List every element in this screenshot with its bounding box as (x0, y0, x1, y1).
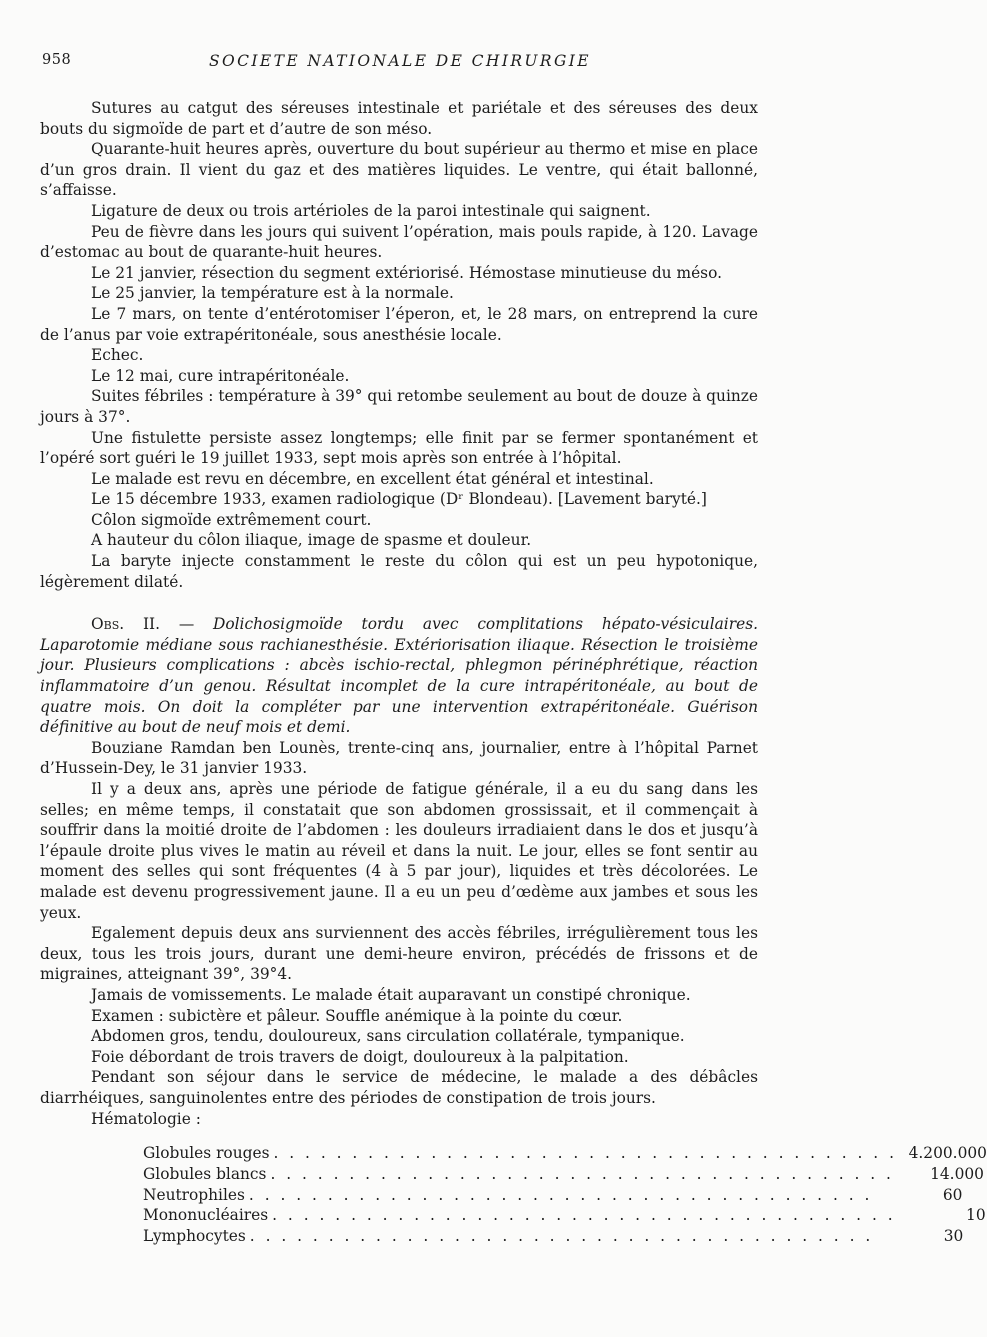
leader-dots: . . . . . . . . . . . . . . . . . . . . . . . . . . . . . . . . . . . . . . . . (270, 1164, 894, 1183)
hematology-value: 30 (943, 1227, 964, 1246)
paragraph: Examen : subictère et pâleur. Souffle anémique à la pointe du cœur. (91, 1006, 623, 1025)
hematology-row (143, 1143, 987, 1164)
paragraph: Il y a deux ans, après une période de fatigue générale, il a eu du sang dans les selles; en même temps, il constatait que son abdomen grossissait, et il commençait à souffrir dans la moitié droite de l’abdomen : les douleurs irradiaient dans le dos et jusqu’à l’épaule droite plus vives le matin au réveil et dans la nuit. Le jour, elles se font sentir au moment des selles qui sont fréquentes (4 à 5 par jour), liquides et très décolorées. Le malade est devenu progressivement jaune. Il a eu un peu d’œdème aux jambes et sous les yeux. (40, 780, 758, 922)
hematology-label: Mononucléaires (143, 1206, 269, 1225)
paragraph: La baryte injecte constamment le reste du côlon qui est un peu hypotonique, légèrement dilaté. (40, 552, 758, 591)
hematology-value: 4.200.000 (908, 1144, 987, 1163)
paragraph: Peu de fièvre dans les jours qui suivent l’opération, mais pouls rapide, à 120. Lavage d’estomac au bout de quarante-huit heures. (40, 222, 758, 262)
paragraph: Quarante-huit heures après, ouverture du bout supérieur au thermo et mise en place d’un gros drain. Il vient du gaz et des matières liquides. Le ventre, qui était ballonné, s’affaisse. (40, 140, 758, 200)
paragraph: Le malade est revu en décembre, en excellent état général et intestinal. (91, 469, 654, 488)
hematology-row (143, 1185, 963, 1206)
paragraph: Une fistulette persiste assez longtemps; elle finit par se fermer spontanément et l’opéré sort guéri le 19 juillet 1933, sept mois après son entrée à l’hôpital. (40, 428, 758, 468)
leader-dots: . . . . . . . . . . . . . . . . . . . . . . . . . . . . . . . . . . . . . . . . (248, 1185, 873, 1204)
paragraph: Suites fébriles : température à 39° qui retombe seulement au bout de douze à quinze jours à 37°. (40, 387, 758, 426)
hematology-label: Lymphocytes (143, 1227, 246, 1246)
paragraph: Egalement depuis deux ans surviennent des accès fébriles, irrégulièrement tous les deux, tous les trois jours, durant une demi-heure environ, précédés de frissons et de migraines, atteignant 39°, 39°4. (40, 924, 758, 984)
paragraph: Le 7 mars, on tente d’entérotomiser l’éperon, et, le 28 mars, on entreprend la cure de l’anus par voie extrapéritonéale, sous anesthésie locale. (40, 304, 758, 344)
paragraph: Le 25 janvier, la température est à la normale. (91, 284, 454, 303)
paragraph: Abdomen gros, tendu, douloureux, sans circulation collatérale, tympanique. (91, 1027, 685, 1046)
case-description (40, 738, 758, 1129)
paragraph: Bouziane Ramdan ben Lounès, trente-cinq ans, journalier, entre à l’hôpital Parnet d’Hussein-Dey, le 31 janvier 1933. (40, 738, 758, 778)
paragraph: Côlon sigmoïde extrêmement court. (91, 510, 372, 529)
observation-summary: Dolichosigmoïde tordu avec complitations hépato-vésiculaires. Laparotomie médiane sous rachianesthésie. Extériorisation iliaque. Résection le troisième jour. Plusieurs complications : abcès ischio-rectal, phlegmon périnéphrétique, réaction inflammatoire d’un genou. Résultat incomplet de la cure intrapéritonéale, au bout de quatre mois. On doit la compléter par une intervention extrapéritonéale. Guérison définitive au bout de neuf mois et demi. (40, 615, 758, 737)
paragraph: Le 12 mai, cure intrapéritonéale. (91, 366, 350, 385)
hematology-row (143, 1226, 964, 1247)
hematology-row (143, 1205, 986, 1226)
hematology-value: 60 (942, 1185, 963, 1204)
hematology-table (143, 1143, 987, 1247)
page-header (0, 52, 800, 76)
paragraph: A hauteur du côlon iliaque, image de spasme et douleur. (91, 531, 532, 550)
paragraph: Hématologie : (91, 1109, 201, 1128)
hematology-row (143, 1164, 984, 1185)
running-title: SOCIETE NATIONALE DE CHIRURGIE (209, 52, 591, 70)
paragraph: Echec. (91, 346, 144, 365)
leader-dots: . . . . . . . . . . . . . . . . . . . . . . . . . . . . . . . . . . . . . . . . (249, 1227, 874, 1246)
observation-heading: Obs. II. — Dolichosigmoïde tordu avec complitations hépato-vésiculaires. Laparotomie médiane sous rachianesthésie. Extériorisation iliaque. Résection le troisième jour. Plusieurs complications : abcès ischio-rectal, phlegmon périnéphrétique, réaction inflammatoire d’un genou. Résultat incomplet de la cure intrapéritonéale, au bout de quatre mois. On doit la compléter par une intervention extrapéritonéale. Guérison définitive au bout de neuf mois et demi. (40, 615, 758, 737)
page-number: 958 (42, 52, 72, 68)
hematology-value: 10 (966, 1206, 986, 1225)
case-continuation (40, 98, 758, 592)
paragraph: Foie débordant de trois travers de doigt, douloureux à la palpitation. (91, 1047, 629, 1066)
page-body (40, 98, 987, 1247)
leader-dots: . . . . . . . . . . . . . . . . . . . . . . . . . . . . . . . . . . . . . . . . (273, 1144, 897, 1163)
paragraph: Sutures au catgut des séreuses intestinale et pariétale et des séreuses des deux bouts du sigmoïde de part et d’autre de son méso. (40, 99, 758, 138)
hematology-label: Neutrophiles (143, 1185, 245, 1204)
observation-label: Obs. II. (91, 615, 160, 634)
paragraph: Jamais de vomissements. Le malade était auparavant un constipé chronique. (91, 985, 691, 1004)
paragraph: Pendant son séjour dans le service de médecine, le malade a des débâcles diarrhéiques, sanguinolentes entre des périodes de constipation de trois jours. (40, 1068, 758, 1107)
leader-dots: . . . . . . . . . . . . . . . . . . . . . . . . . . . . . . . . . . . . . . . . (272, 1206, 896, 1225)
hematology-label: Globules rouges (143, 1144, 270, 1163)
hematology-label: Globules blancs (143, 1164, 267, 1183)
paragraph: Ligature de deux ou trois artérioles de la paroi intestinale qui saignent. (91, 201, 651, 220)
paragraph: Le 21 janvier, résection du segment extériorisé. Hémostase minutieuse du méso. (91, 263, 722, 282)
hematology-value: 14.000 (930, 1164, 984, 1183)
paragraph: Le 15 décembre 1933, examen radiologique (Dʳ Blondeau). [Lavement baryté.] (91, 490, 707, 509)
